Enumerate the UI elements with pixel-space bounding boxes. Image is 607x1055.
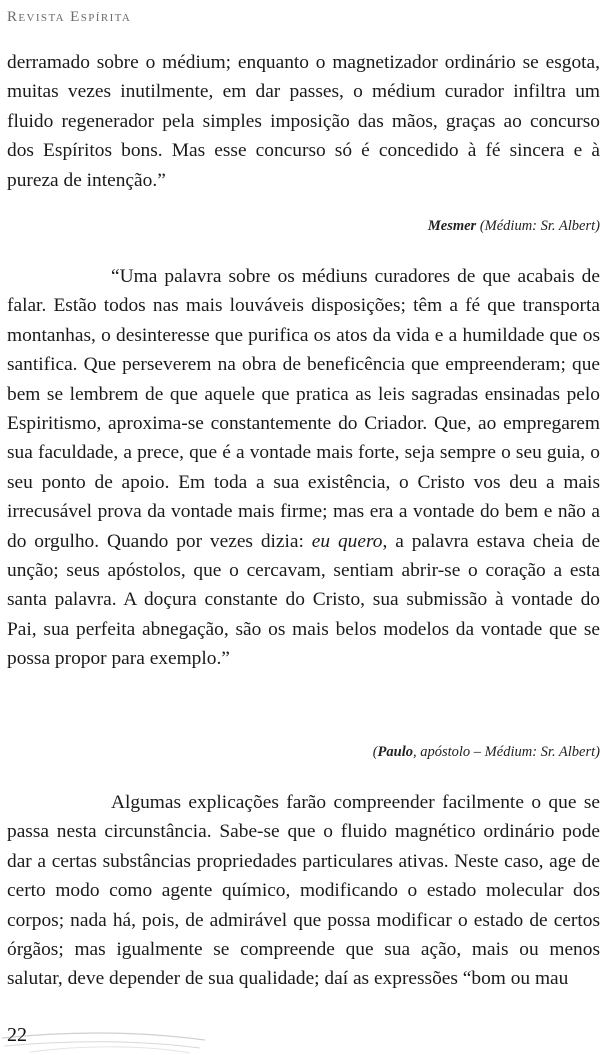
- emphasis-text: eu quero: [311, 530, 383, 552]
- body-paragraph-3: Algumas explicações farão compreender facilmente o que se passa nesta circunstância. Sabe-se que o fluido magnético ordinário pode dar a certas substâncias propriedades particulares ativas. Neste caso, age de certo modo como agente químico, modificando o estado molecular dos corpos; nada há, pois, de admirável que possa modificar o estado de certos órgãos; mas igualmente se compreende que sua ação, mais ou menos salutar, deve depender de sua qualidade; daí as expressões “bom ou mau: [7, 792, 600, 990]
- paragraph-text: “Uma palavra sobre os médiuns curadores de que acabais de falar. Estão todos nas mais louváveis disposições; têm a fé que transporta montanhas, o desinteresse que purifica os atos da vida e a humildade que os santifica. Que perseverem na obra de beneficência que empreenderam; que bem se lembrem de que aquele que pratica as leis sagradas ensinadas pelo Espiritismo, aproxima-se constantemente do Criador. Que, ao empregarem sua faculdade, a prece, que é a vontade mais forte, seja sempre o seu guia, o seu ponto de apoio. Em toda a sua existência, o Cristo vos deu a mais irrecusável prova da vontade mais firme; mas era a vontade do bem e não a do orgulho. Quando por vezes dizia:: [7, 266, 600, 552]
- signature-detail: , apóstolo – Médium: Sr. Albert): [412, 744, 600, 760]
- running-header: Revista Espírita: [7, 9, 132, 25]
- signature-mesmer: [428, 218, 600, 235]
- signature-name: Mesmer: [427, 218, 477, 234]
- signature-open: (: [372, 744, 378, 760]
- page-number: 22: [7, 1024, 27, 1046]
- body-paragraph-1: derramado sobre o médium; enquanto o magnetizador ordinário se esgota, muitas vezes inutilmente, em dar passes, o médium curador infiltra um fluido regenerador pela simples imposição das mãos, graças ao concurso dos Espíritos bons. Mas esse concurso só é concedido à fé sincera e à pureza de intenção.”: [7, 52, 600, 191]
- signature-detail: (Médium: Sr. Albert): [476, 218, 600, 234]
- decorative-swoosh-icon: [0, 1018, 210, 1055]
- body-paragraph-2: [7, 262, 600, 674]
- signature-paulo: [373, 744, 600, 761]
- signature-name: Paulo: [377, 744, 413, 760]
- paragraph-text: , a palavra estava cheia de unção; seus apóstolos, que o cercavam, sentiam abrir-se o coração a esta santa palavra. A doçura constante do Cristo, sua submissão à vontade do Pai, sua perfeita abnegação, são os mais belos modelos da vontade que se possa propor para exemplo.”: [7, 530, 601, 670]
